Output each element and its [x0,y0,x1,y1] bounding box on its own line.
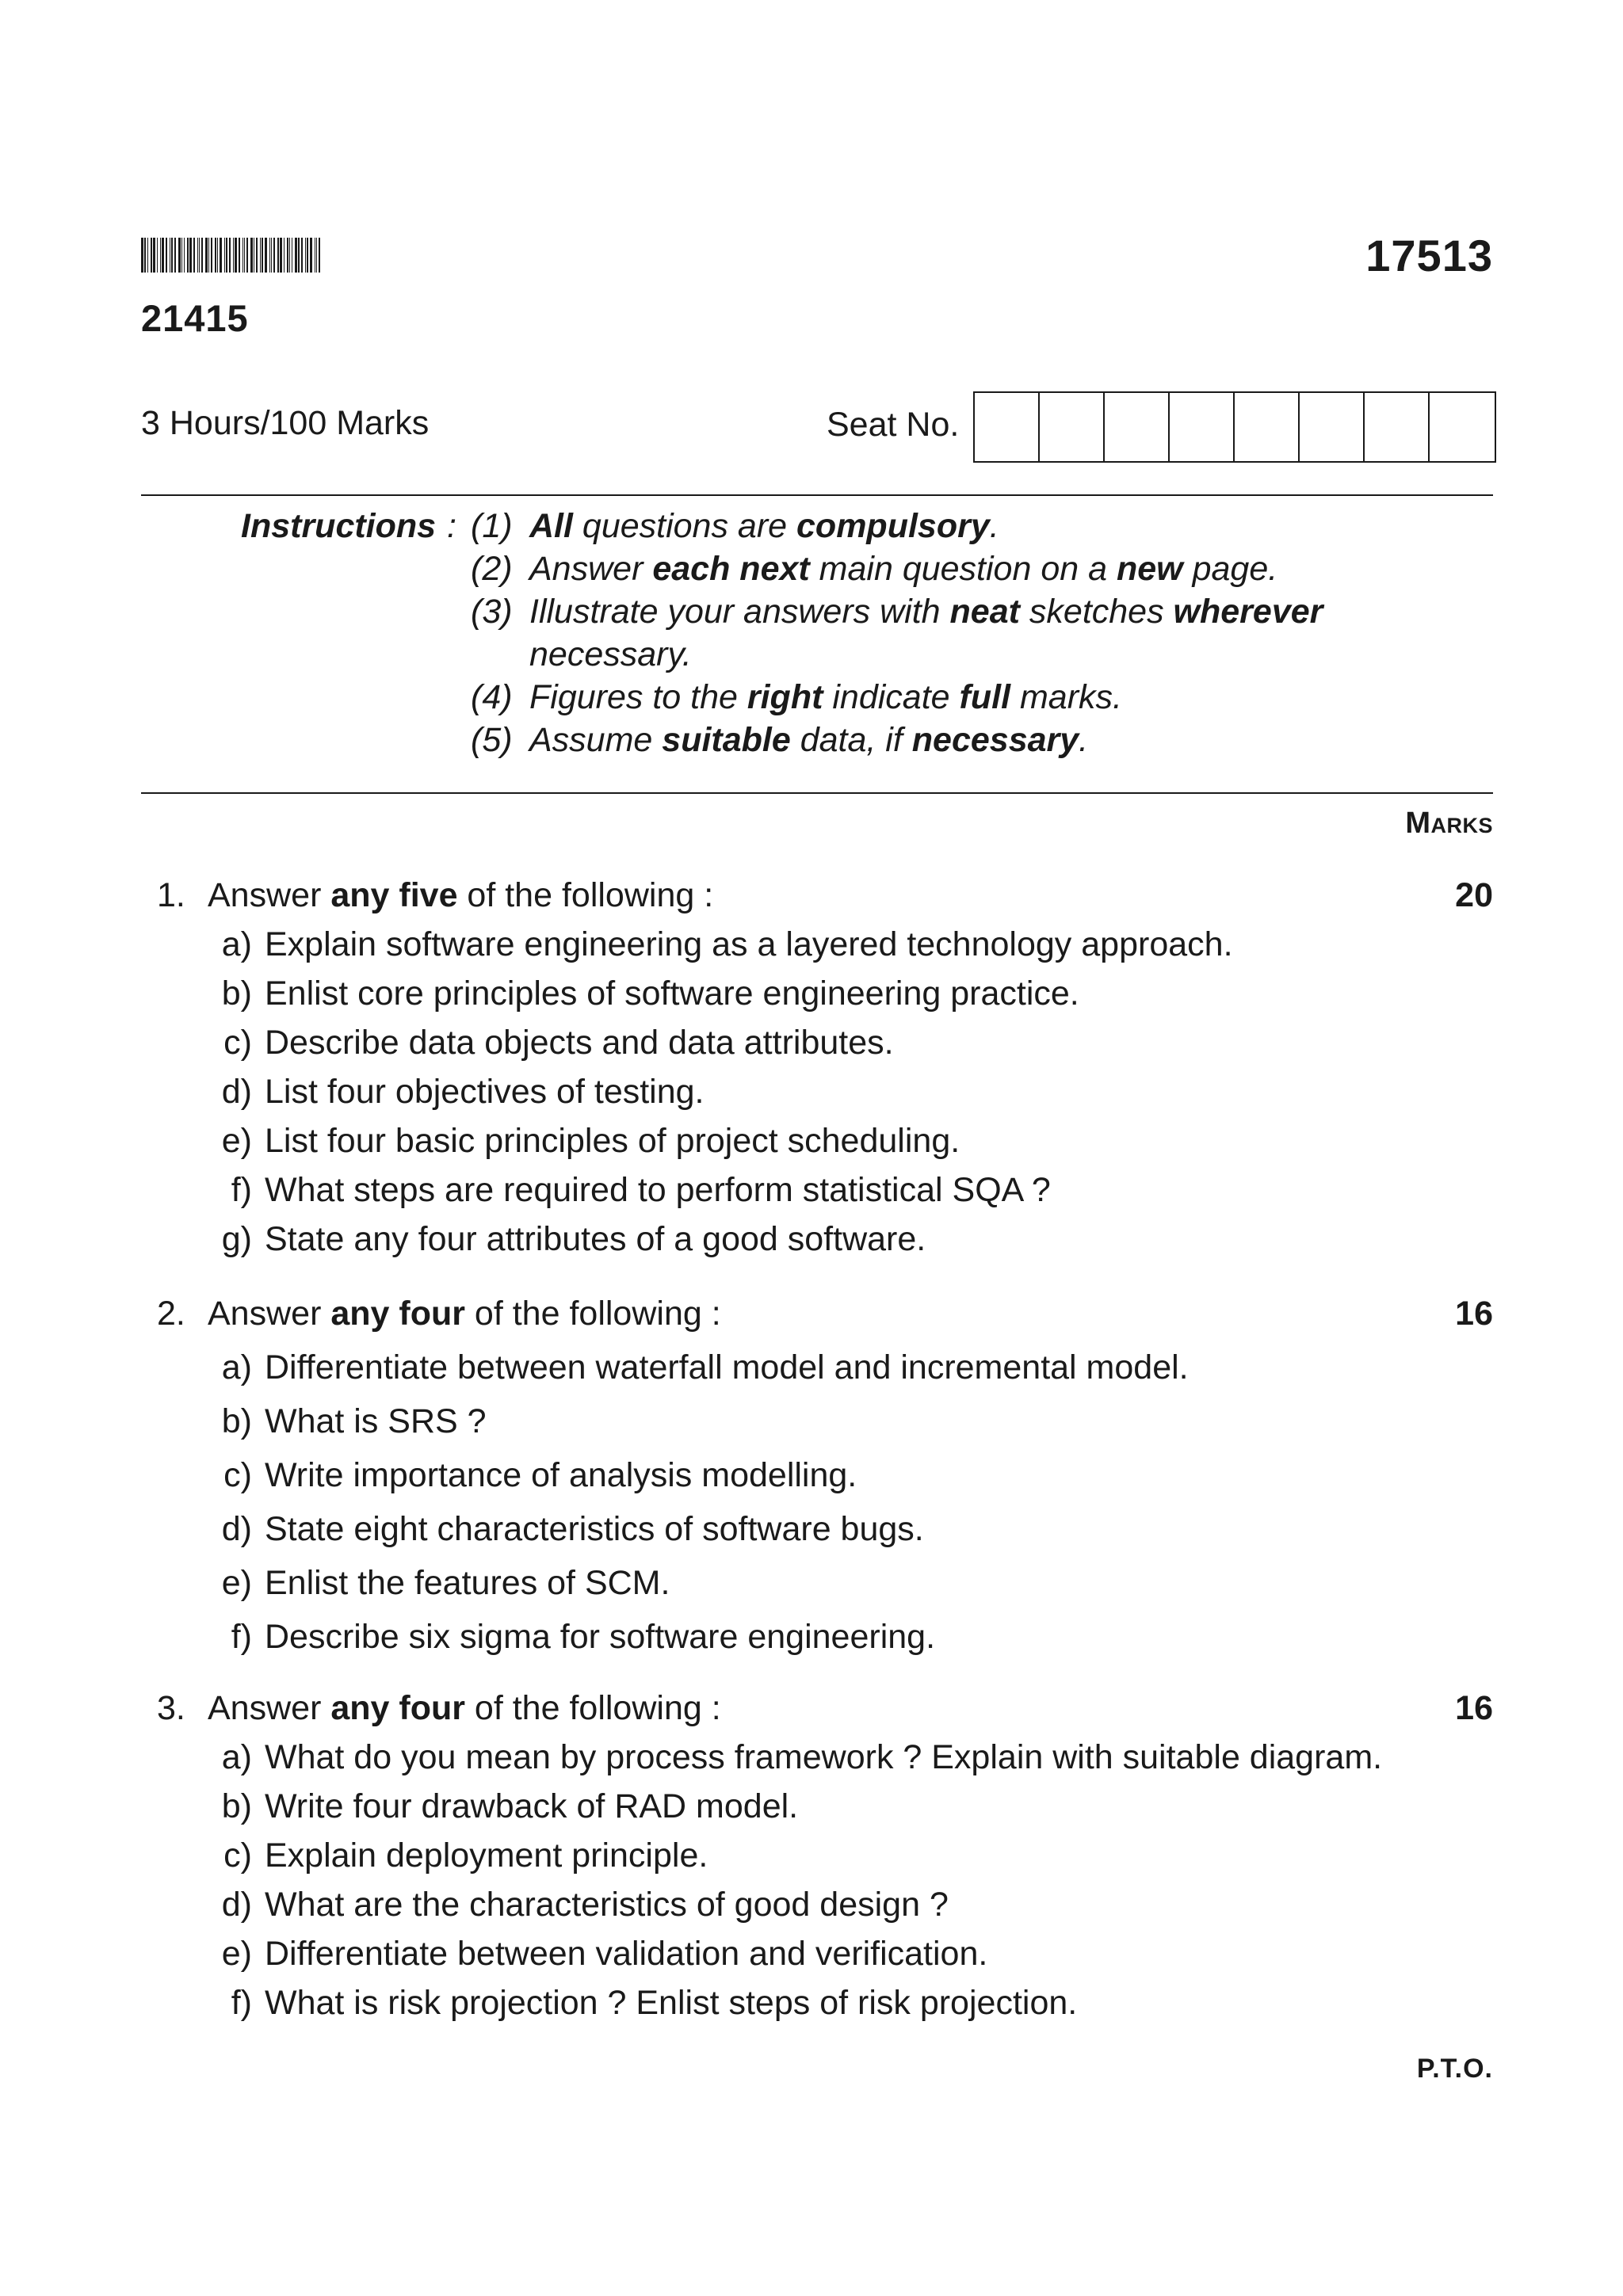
sub-question-letter: d) [221,1073,252,1111]
barcode-bar [273,238,275,273]
barcode-bar [229,238,231,273]
divider-instructions [141,792,1493,794]
instruction-text [529,635,692,674]
seat-number-boxes [973,391,1496,463]
marks-heading: Marks [1405,807,1493,840]
seat-box [1235,393,1300,461]
question-suffix: of the following : [464,1689,721,1727]
barcode-bar [284,238,285,273]
barcode-bar [162,238,164,273]
please-turn-over: P.T.O. [1416,2054,1493,2084]
instruction-emphasis: full [959,678,1011,716]
instruction-number: (2) [471,550,513,588]
barcode-bar [271,238,272,273]
instruction-fragment: . [1079,721,1089,759]
sub-question-text: Differentiate between waterfall model and incremental model. [265,1348,1189,1386]
barcode-bar [256,238,258,273]
instruction-emphasis: All [529,507,573,545]
barcode-bar [265,238,267,273]
sub-question-text: Explain software engineering as a layered technology approach. [265,925,1233,963]
seat-box [1300,393,1365,461]
instruction-text [529,593,1323,631]
sub-question-letter: e) [221,1935,252,1973]
barcode-bar [269,238,270,273]
barcode-bar [220,238,222,273]
question-number: 3. [157,1689,185,1727]
sub-question-text: What do you mean by process framework ? Explain with suitable diagram. [265,1738,1383,1776]
sub-question-letter: b) [221,1402,252,1440]
sub-question-letter: d) [221,1510,252,1548]
barcode-bar [246,238,248,273]
barcode-bar [171,238,173,273]
instruction-fragment: sketches [1019,593,1174,631]
question-marks: 16 [1455,1689,1493,1727]
barcode-bar [224,238,225,273]
question-prompt [208,1295,721,1333]
barcode-bar [197,238,198,273]
seat-box [1040,393,1105,461]
barcode-bar [277,238,279,273]
barcode-bar [144,238,146,273]
barcode-bar [287,238,288,273]
exam-code: 21415 [141,297,249,339]
barcode-bar [217,238,218,273]
sub-question-text: Enlist core principles of software engineering practice. [265,974,1079,1013]
barcode-bar [174,238,176,273]
sub-question-text: List four basic principles of project scheduling. [265,1122,960,1160]
sub-question-text: Describe six sigma for software engineering. [265,1618,936,1656]
instruction-emphasis: neat [949,593,1020,631]
instruction-number: (4) [471,678,513,716]
seat-box [1105,393,1170,461]
sub-question-text: Write importance of analysis modelling. [265,1456,857,1494]
instruction-emphasis: new [1116,550,1183,588]
question-suffix: of the following : [464,1295,721,1333]
question-emphasis: any four [330,1689,465,1727]
barcode-bar [239,238,240,273]
instructions-title: Instructions [241,507,437,545]
sub-question-letter: c) [223,1024,252,1062]
barcode-bar [242,238,243,273]
sub-question-letter: d) [221,1886,252,1924]
barcode-bar [211,238,212,273]
instruction-emphasis: necessary [911,721,1079,759]
instruction-fragment: page. [1182,550,1278,588]
sub-question-letter: e) [221,1122,252,1160]
divider-top [141,494,1493,496]
barcode-bar [250,238,253,273]
instruction-text [529,507,999,546]
instruction-emphasis: wherever [1173,593,1323,631]
question-prefix: Answer [208,1689,331,1727]
barcode-bar [310,238,312,273]
instruction-fragment: Assume [529,721,663,759]
barcode-bar [193,238,195,273]
sub-question-text: Explain deployment principle. [265,1836,708,1875]
instruction-text [529,550,1277,589]
barcode-bar [305,238,306,273]
barcode-bar [280,238,282,273]
barcode-bar [205,238,208,273]
barcode-bar [181,238,182,273]
sub-question-letter: a) [221,925,252,963]
instruction-emphasis: each next [652,550,810,588]
barcode-bar [233,238,234,273]
sub-question-text: State eight characteristics of software bugs. [265,1510,924,1548]
question-number: 2. [157,1295,185,1333]
instruction-number: (5) [471,721,513,759]
question-emphasis: any five [330,876,458,914]
duration-marks: 3 Hours/100 Marks [141,404,430,442]
barcode-bar [260,238,261,273]
sub-question-text: What is risk projection ? Enlist steps of risk projection. [265,1984,1078,2022]
sub-question-letter: c) [223,1456,252,1494]
barcode-bar [226,238,227,273]
instruction-fragment: questions are [572,507,797,545]
instruction-fragment: data, if [790,721,912,759]
barcode-bar [316,238,317,273]
barcode [141,238,341,273]
instruction-number: (1) [471,507,513,545]
question-prompt [208,876,713,915]
instruction-fragment: Figures to the [529,678,747,716]
barcode-bar [215,238,216,273]
sub-question-letter: f) [231,1171,252,1209]
sub-question-text: Differentiate between validation and verification. [265,1935,988,1973]
sub-question-text: What steps are required to perform statistical SQA ? [265,1171,1051,1209]
sub-question-letter: b) [221,1787,252,1825]
barcode-bar [178,238,181,273]
barcode-bar [157,238,158,273]
sub-question-text: List four objectives of testing. [265,1073,705,1111]
sub-question-letter: c) [223,1836,252,1875]
sub-question-text: State any four attributes of a good software. [265,1220,926,1258]
barcode-bar [307,238,308,273]
barcode-bar [235,238,237,273]
instruction-fragment: necessary. [529,635,692,673]
instruction-emphasis: suitable [662,721,791,759]
question-marks: 20 [1455,876,1493,914]
instruction-text [529,721,1088,760]
instruction-fragment: . [989,507,999,545]
question-marks: 16 [1455,1295,1493,1333]
barcode-bar [201,238,203,273]
seat-box [1365,393,1430,461]
sub-question-letter: b) [221,974,252,1013]
sub-question-letter: a) [221,1738,252,1776]
sub-question-letter: a) [221,1348,252,1386]
instruction-fragment: Answer [529,550,653,588]
sub-question-text: Enlist the features of SCM. [265,1564,670,1602]
barcode-bar [244,238,245,273]
seat-box [1430,393,1495,461]
paper-code: 17513 [1365,231,1493,280]
barcode-bar [295,238,297,273]
seat-box [975,393,1040,461]
sub-question-text: What are the characteristics of good design ? [265,1886,949,1924]
barcode-bar [166,238,167,273]
question-prefix: Answer [208,1295,331,1333]
sub-question-text: What is SRS ? [265,1402,487,1440]
instruction-fragment: marks. [1010,678,1122,716]
instructions-colon: : [447,507,456,545]
barcode-bar [147,238,148,273]
sub-question-letter: e) [221,1564,252,1602]
barcode-bar [199,238,200,273]
sub-question-letter: g) [221,1220,252,1258]
instruction-emphasis: right [747,678,823,716]
barcode-bar [141,238,143,273]
question-number: 1. [157,876,185,914]
barcode-bar [289,238,290,273]
barcode-bar [319,238,320,273]
instruction-number: (3) [471,593,513,631]
question-prefix: Answer [208,876,331,914]
barcode-bar [298,238,300,273]
barcode-bar [160,238,161,273]
barcode-bar [151,238,152,273]
barcode-bar [262,238,263,273]
instruction-emphasis: compulsory [796,507,990,545]
seat-box [1170,393,1235,461]
question-emphasis: any four [330,1295,465,1333]
barcode-bar [184,238,185,273]
barcode-bar [189,238,192,273]
barcode-bar [208,238,209,273]
question-suffix: of the following : [457,876,714,914]
barcode-bar [153,238,155,273]
sub-question-letter: f) [231,1618,252,1656]
sub-question-letter: f) [231,1984,252,2022]
instruction-fragment: indicate [823,678,960,716]
barcode-bar [301,238,303,273]
instruction-fragment: Illustrate your answers with [529,593,950,631]
sub-question-text: Write four drawback of RAD model. [265,1787,799,1825]
sub-question-text: Describe data objects and data attributes. [265,1024,894,1062]
instruction-text [529,678,1122,717]
seat-number-label: Seat No. [827,406,960,444]
question-prompt [208,1689,721,1728]
instruction-fragment: main question on a [809,550,1117,588]
barcode-bar [187,238,189,273]
